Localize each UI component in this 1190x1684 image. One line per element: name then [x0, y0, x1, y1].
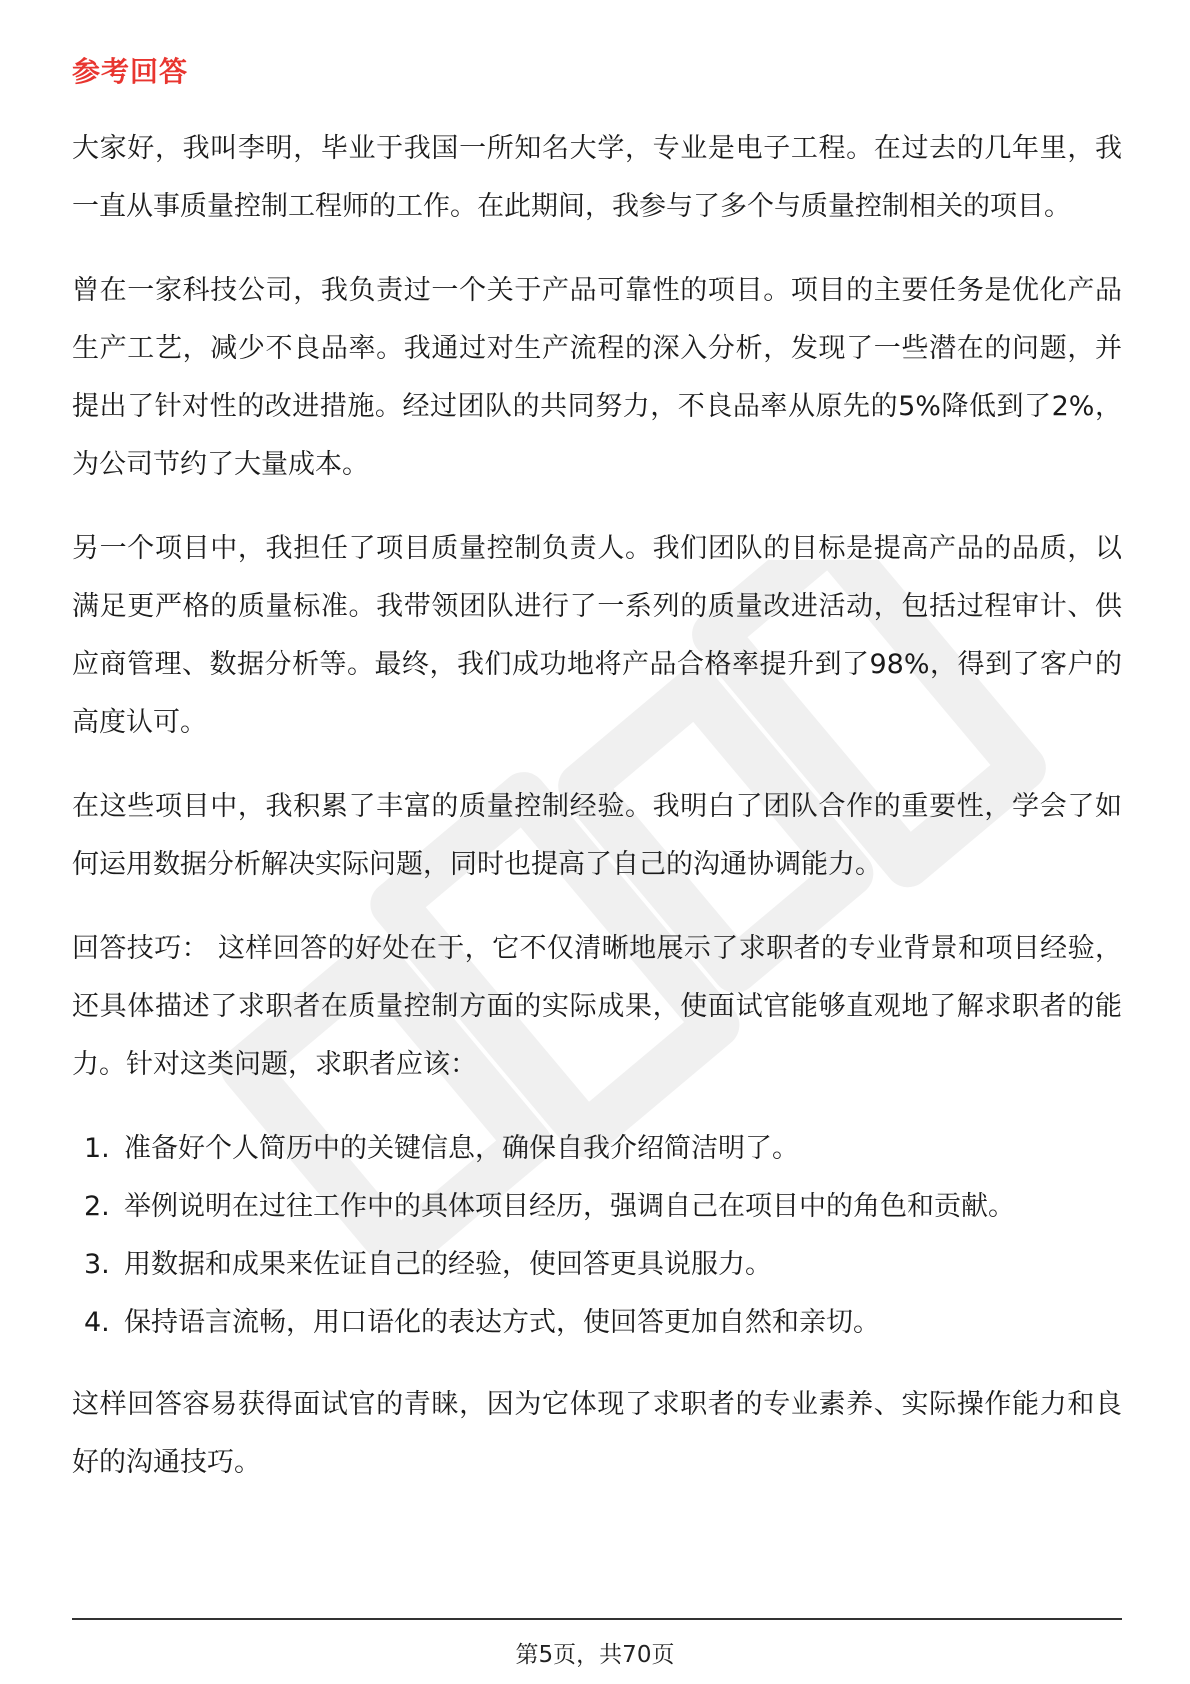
list-text: 准备好个人简历中的关键信息，确保自我介绍简洁明了。	[124, 1133, 799, 1164]
paragraph-closing: 这样回答容易获得面试官的青睐，因为它体现了求职者的专业素养、实际操作能力和良好的沟通技巧。	[72, 1389, 1122, 1478]
list-text: 用数据和成果来佐证自己的经验，使回答更具说服力。	[124, 1249, 772, 1280]
list-text: 举例说明在过往工作中的具体项目经历，强调自己在项目中的角色和贡献。	[124, 1191, 1015, 1222]
paragraph-intro: 大家好，我叫李明，毕业于我国一所知名大学，专业是电子工程。在过去的几年里，我一直从事质量控制工程师的工作。在此期间，我参与了多个与质量控制相关的项目。	[72, 133, 1122, 222]
list-number: 1.	[84, 1133, 110, 1164]
list-item	[72, 1178, 1122, 1236]
paragraph-tips-intro: 回答技巧： 这样回答的好处在于，它不仅清晰地展示了求职者的专业背景和项目经验，还具体描述了求职者在质量控制方面的实际成果，使面试官能够直观地了解求职者的能力。针对这类问题，求职者应该：	[72, 933, 1122, 1080]
paragraph-summary: 在这些项目中，我积累了丰富的质量控制经验。我明白了团队合作的重要性，学会了如何运用数据分析解决实际问题，同时也提高了自己的沟通协调能力。	[72, 791, 1122, 880]
list-text: 保持语言流畅，用口语化的表达方式，使回答更加自然和亲切。	[124, 1307, 880, 1338]
answer-heading: 参考回答	[72, 55, 189, 88]
tips-list	[72, 1120, 1122, 1352]
list-number: 2.	[84, 1191, 110, 1222]
paragraph-project-1: 曾在一家科技公司，我负责过一个关于产品可靠性的项目。项目的主要任务是优化产品生产工艺，减少不良品率。我通过对生产流程的深入分析，发现了一些潜在的问题，并提出了针对性的改进措施。经过团队的共同努力，不良品率从原先的5%降低到了2%，为公司节约了大量成本。	[72, 275, 1122, 480]
list-item	[72, 1294, 1122, 1352]
answer-content	[72, 120, 1122, 1518]
list-number: 4.	[84, 1307, 110, 1338]
paragraph-project-2: 另一个项目中，我担任了项目质量控制负责人。我们团队的目标是提高产品的品质，以满足更严格的质量标准。我带领团队进行了一系列的质量改进活动，包括过程审计、供应商管理、数据分析等。最终，我们成功地将产品合格率提升到了98%，得到了客户的高度认可。	[72, 533, 1122, 738]
page-number: 第5页，共70页	[515, 1642, 675, 1668]
list-item	[72, 1236, 1122, 1294]
footer-divider	[72, 1618, 1122, 1620]
list-number: 3.	[84, 1249, 110, 1280]
list-item	[72, 1120, 1122, 1178]
